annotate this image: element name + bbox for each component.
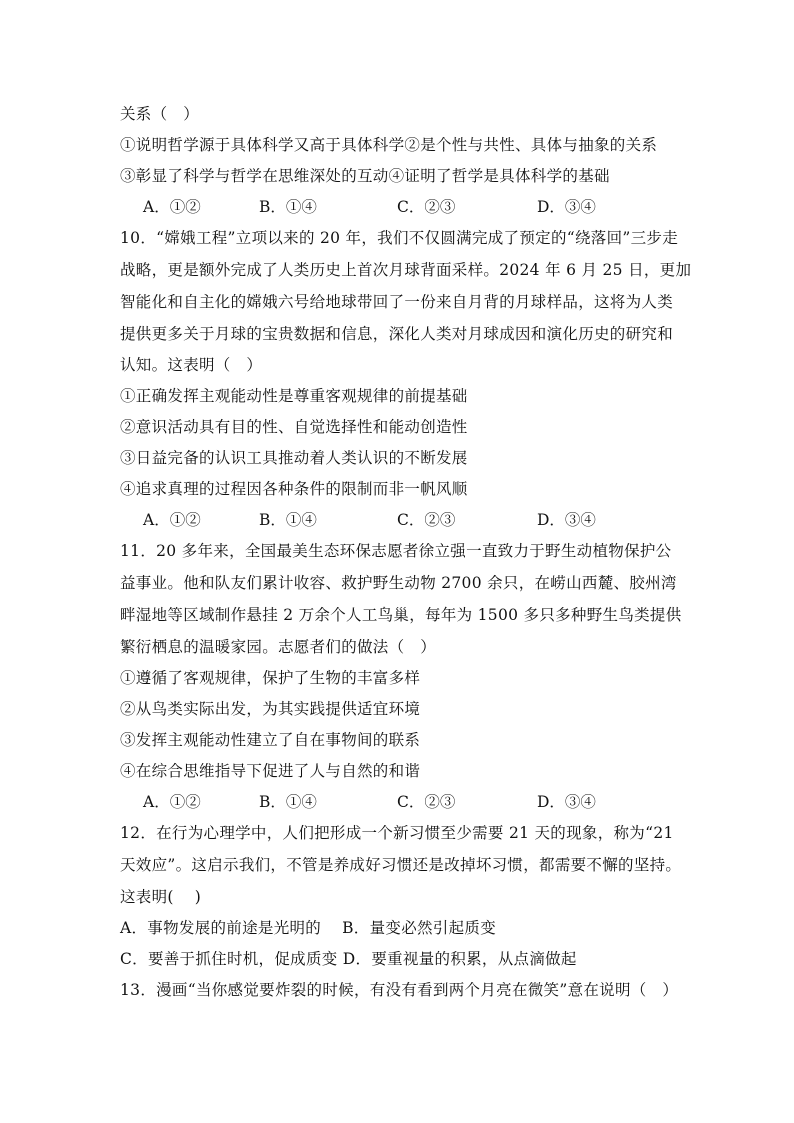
q10-statement-4: ④追求真理的过程因各种条件的限制而非一帆风顺 bbox=[120, 480, 468, 498]
q11-statement-2: ②从鸟类实际出发，为其实践提供适宜环境 bbox=[120, 700, 421, 718]
q12-stem-line: 这表明( ) bbox=[120, 888, 202, 906]
q10-statement-2: ②意识活动具有目的性、自觉选择性和能动创造性 bbox=[120, 418, 468, 436]
q11-stem-line: 畔湿地等区域制作悬挂 2 万余个人工鸟巢，每年为 1500 多只多种野生鸟类提供 bbox=[120, 606, 682, 624]
q10-stem-line: 认知。这表明（ ） bbox=[120, 356, 263, 374]
q11-option-a[interactable]: A．①② bbox=[143, 793, 201, 811]
q10-stem-line: 战略，更是额外完成了人类历史上首次月球背面采样。2024 年 6 月 25 日，更加 bbox=[120, 261, 692, 279]
q9-option-a[interactable]: A．①② bbox=[143, 198, 201, 216]
q10-stem-line: 提供更多关于月球的宝贵数据和信息，深化人类对月球成因和演化历史的研究和 bbox=[120, 325, 674, 343]
q10-option-b[interactable]: B．①④ bbox=[259, 511, 317, 529]
q10-statement-3: ③日益完备的认识工具推动着人类认识的不断发展 bbox=[120, 449, 468, 467]
q10-statement-1: ①正确发挥主观能动性是尊重客观规律的前提基础 bbox=[120, 387, 468, 405]
q11-stem-line: 11．20 多年来，全国最美生态环保志愿者徐立强一直致力于野生动植物保护公 bbox=[120, 542, 672, 560]
q9-option-b[interactable]: B．①④ bbox=[259, 198, 317, 216]
q10-stem-line: 智能化和自主化的嫦娥六号给地球带回了一份来自月背的月球样品，这将为人类 bbox=[120, 293, 674, 311]
q12-stem-line: 天效应”。这启示我们，不管是养成好习惯还是改掉坏习惯，都需要不懈的坚持。 bbox=[120, 856, 682, 874]
q9-stem-end: 关系（ ） bbox=[120, 105, 200, 123]
q12-stem-line: 12．在行为心理学中，人们把形成一个新习惯至少需要 21 天的现象，称为“21 bbox=[120, 824, 674, 842]
q10-option-d[interactable]: D．③④ bbox=[537, 511, 596, 529]
q13-stem: 13．漫画“当你感觉要炸裂的时候，有没有看到两个月亮在微笑”意在说明（ ） bbox=[120, 981, 679, 999]
q11-stem-line: 繁衍栖息的温暖家园。志愿者们的做法（ ） bbox=[120, 638, 437, 656]
q11-statement-3: ③发挥主观能动性建立了自在事物间的联系 bbox=[120, 731, 421, 749]
q11-stem-line: 益事业。他和队友们累计收容、救护野生动物 2700 余只，在崂山西麓、胶州湾 bbox=[120, 574, 677, 592]
q10-option-a[interactable]: A．①② bbox=[143, 511, 201, 529]
q12-options-cd[interactable]: C．要善于抓住时机，促成质变 D．要重视量的积累，从点滴做起 bbox=[120, 950, 577, 968]
q10-option-c[interactable]: C．②③ bbox=[397, 511, 456, 529]
q9-statements-3-4: ③彰显了科学与哲学在思维深处的互动④证明了哲学是具体科学的基础 bbox=[120, 167, 610, 185]
q11-option-b[interactable]: B．①④ bbox=[259, 793, 317, 811]
q12-options-ab[interactable]: A．事物发展的前途是光明的 B．量变必然引起质变 bbox=[120, 919, 497, 937]
q10-stem-line: 10．“嫦娥工程”立项以来的 20 年，我们不仅圆满完成了预定的“绕落回”三步走 bbox=[120, 229, 678, 247]
q11-statement-4: ④在综合思维指导下促进了人与自然的和谐 bbox=[120, 762, 421, 780]
q9-option-c[interactable]: C．②③ bbox=[397, 198, 456, 216]
q9-statements-1-2: ①说明哲学源于具体科学又高于具体科学②是个性与共性、具体与抽象的关系 bbox=[120, 136, 658, 154]
q9-option-d[interactable]: D．③④ bbox=[537, 198, 596, 216]
q11-option-c[interactable]: C．②③ bbox=[397, 793, 456, 811]
q11-option-d[interactable]: D．③④ bbox=[537, 793, 596, 811]
q11-statement-1: ①遵循了客观规律，保护了生物的丰富多样 bbox=[120, 669, 421, 687]
